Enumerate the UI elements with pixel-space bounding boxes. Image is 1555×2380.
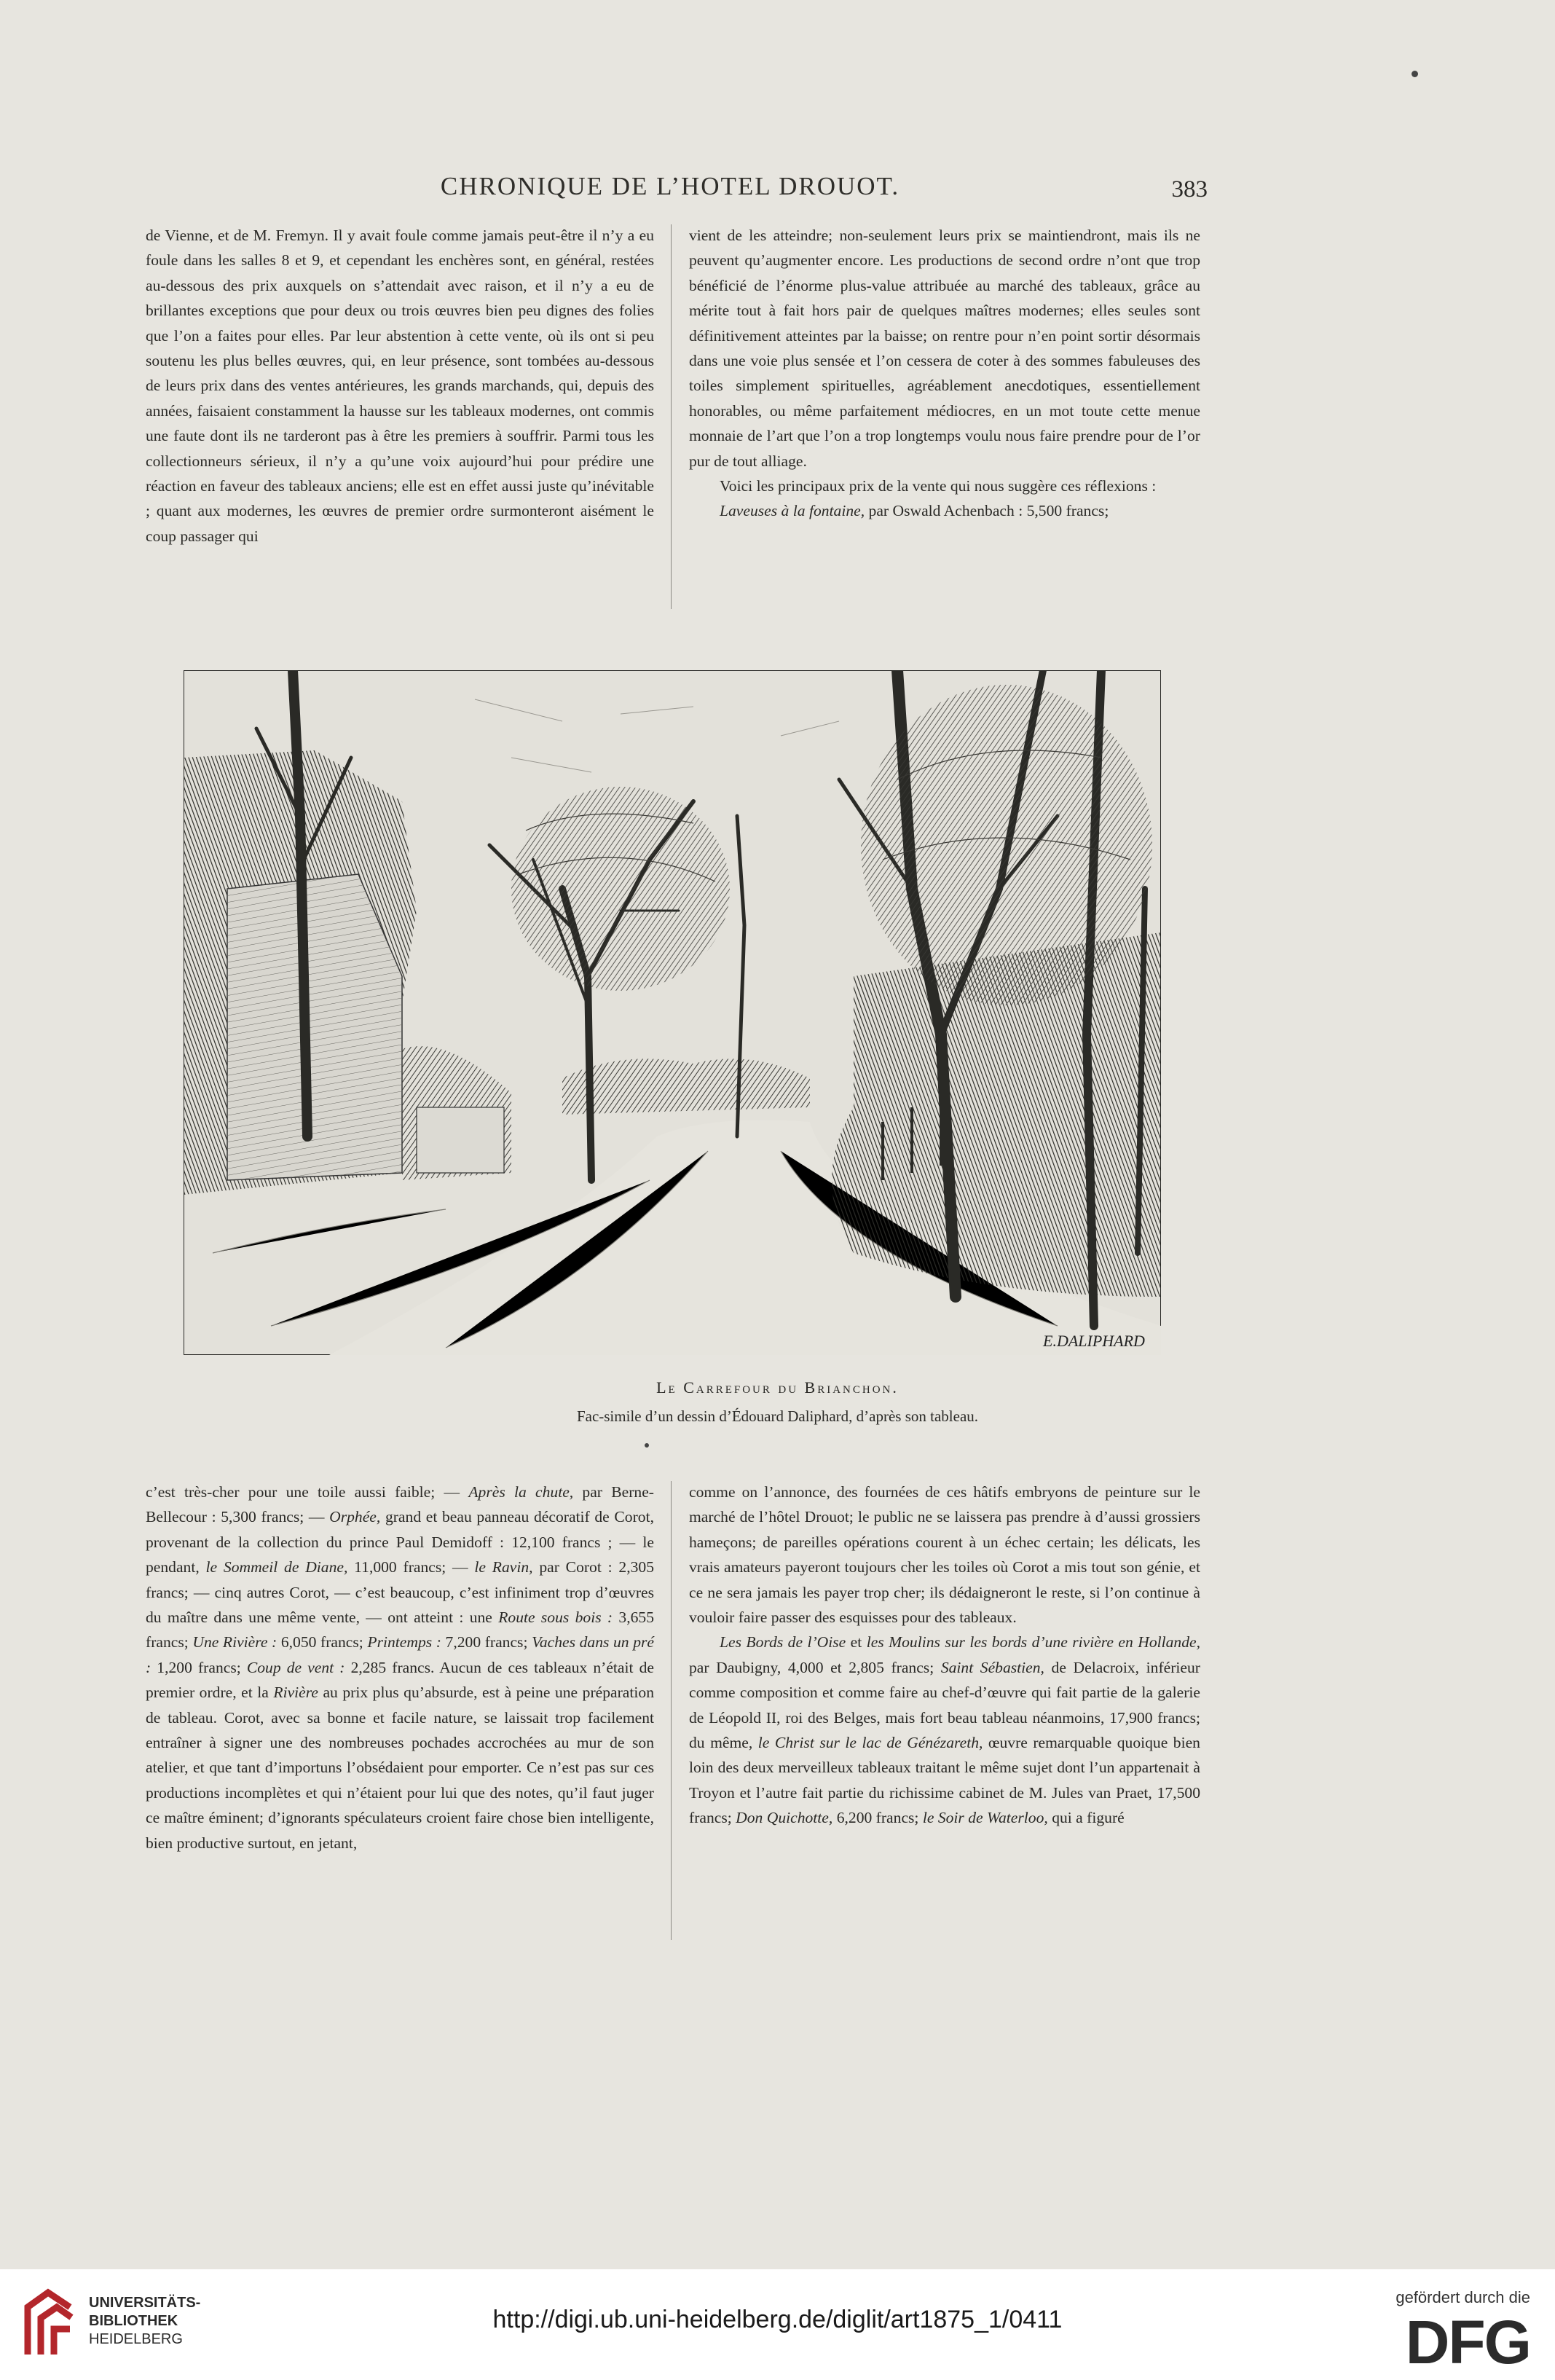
scan-speck [645,1443,649,1448]
artwork-title: Rivière [273,1684,318,1702]
text-run: par Daubigny, 4,000 et 2,805 francs; [689,1658,941,1676]
text-run: 6,050 francs; [277,1633,368,1652]
figure-caption-title: Le Carrefour du Brianchon. [656,1378,899,1397]
text-run: au prix plus qu’absurde, est à peine une préparation de tableau. Corot, avec sa bonne et facile nature, se laissait trop facilement entraîner à signer une des nombreuses pochades accrochées au mur de son atelier, et que tant d’importuns l’obsédaient pour emporter. Ce n’est pas sur ces productions incomplètes et qui n’étaient pour lui que des notes, qu’il faut juger ce maître éminent; d’ignorants spéculateurs croient faire chose bien intelligente, bien productive surtout, en jetant, [146,1684,654,1852]
text-column-top-right [689,223,1200,524]
column-rule-top [671,224,672,609]
text-run: 11,000 francs; — [347,1558,475,1576]
library-name-line: UNIVERSITÄTS- [89,2295,201,2311]
engraving-illustration [184,670,1161,1355]
engraving-drawing [184,670,1161,1355]
text-run: œuvre remarquable quoique bien loin des deux merveilleux tableaux traitant le même sujet dont l’un appartenait à Troyon et l’autre fait partie du richissime cabinet de M. Jules van Praet, 17,500 francs; [689,1734,1200,1827]
paragraph [146,1480,654,1855]
dfg-logo: DFG [1405,2308,1530,2376]
artwork-title: Les Bords de l’Oise [720,1633,846,1652]
paragraph [689,1630,1200,1830]
text-run: 1,200 francs; [151,1658,247,1676]
paragraph: vient de les atteindre; non-seulement leurs prix se maintiendront, mais ils ne peuvent qu’augmenter encore. Les productions de second ordre n’ont que trop bénéficié de l’énorme plus-value attribuée au marché des tableaux, grâce au mérite tout à fait hors pair de quelques maîtres modernes; elles seules sont définitivement atteintes par la baisse; on rentre pour n’en point sortir désormais dans une voie plus sensée et l’on cessera de coter à des sommes fabuleuses des toiles simplement spirituelles, agréablement anecdotiques, essentiellement honorables, ou même parfaitement médiocres, en un mot toute cette menue monnaie de l’art que l’on a trop longtemps voulu nous faire prendre pour de l’or pur de tout alliage. [689,227,1200,470]
text-column-bottom-right [689,1480,1200,1831]
artwork-title: Don Quichotte, [736,1809,833,1827]
artwork-title: le Sommeil de Diane, [205,1558,348,1576]
paragraph: de Vienne, et de M. Fremyn. Il y avait foule comme jamais peut-être il n’y a eu foule dans les salles 8 et 9, et cependant les enchères sont, en général, restées au-dessous des prix auxquels on s’attendait avec raison, et il n’y a eu de brillantes exceptions que pour deux ou trois œuvres bien peu dignes des folies que l’on a faites pour elles. Par leur abstention à cette vente, où ils ont si peu soutenu les plus belles œuvres, qui, en leur présence, sont tombées au-dessous de leurs prix dans des ventes antérieures, les grands marchands, qui, depuis des années, faisaient constamment la hausse sur les tableaux modernes, ont commis une faute dont ils ne tarderont pas à être les premiers à souffrir. Parmi tous les collectionneurs sérieux, il n’y a qu’une voix aujourd’hui pour prédire une réaction en faveur des tableaux anciens; elle est en effet aussi juste qu’inévitable ; quant aux modernes, les œuvres de premier ordre surmonteront aisément le coup passager qui [146,227,654,545]
artwork-title: le Ravin, [474,1558,533,1576]
text-run: 3,655 francs; [146,1609,655,1652]
paragraph: comme on l’annonce, des fournées de ces hâtifs embryons de peinture sur le marché de l’hôtel Drouot; le public ne se laissera pas prendre à d’aussi grossiers hameçons; de pareilles opérations courent à un échec certain; les délicats, les vrais amateurs payeront toujours cher les toiles où Corot a mis tout son génie, et ce ne sera jamais les payer trop cher; ils dédaigneront le reste, si l’on continue à vouloir faire passer des esquisses pour des tableaux. [689,1483,1200,1627]
text-run: qui a figuré [1047,1809,1125,1827]
text-run: par Corot : 2,305 francs; — cinq autres Corot, — c’est beaucoup, c’est infiniment trop d’œuvres du maître dans une même vente, — ont atteint : une [146,1558,654,1627]
page-number: 383 [1171,176,1208,203]
column-rule-bottom [671,1481,672,1940]
text-run: de Delacroix, inférieur comme composition et comme faire au chef-d’œuvre qui fait partie de la galerie de Léopold II, roi des Belges, mais fort beau tableau néanmoins, 17,900 francs; du même, [689,1658,1200,1752]
artwork-title: Laveuses à la fontaine, [720,502,865,520]
text-run: et [846,1633,867,1652]
scan-speck [1412,71,1418,77]
digitization-footer [0,2269,1555,2380]
text-column-top-left [146,223,654,549]
artwork-title: Orphée, [329,1508,381,1526]
artwork-title: Après la chute, [468,1483,574,1501]
artist-signature: E.DALIPHARD [1043,1332,1145,1350]
permalink-url[interactable]: http://digi.ub.uni-heidelberg.de/diglit/art1875_1/0411 [492,2306,1063,2333]
paragraph [689,498,1200,523]
artwork-title: Coup de vent : [246,1658,345,1676]
text-run: 6,200 francs; [832,1809,923,1827]
text-run: 7,200 francs; [441,1633,532,1652]
page-header [138,172,1208,216]
figure-caption-subtitle: Fac-simile d’un dessin d’Édouard Daliphard, d’après son tableau. [576,1407,979,1425]
artwork-title: le Soir de Waterloo, [922,1809,1048,1827]
text-run: 2,285 francs. Aucun de ces tableaux n’était de premier ordre, et la [146,1658,654,1702]
text-run: c’est très-cher pour une toile aussi faible; — [146,1483,469,1501]
artwork-title: le Christ sur le lac de Génézareth, [757,1734,983,1752]
library-name-line: HEIDELBERG [89,2331,183,2347]
text-run: grand et beau panneau décoratif de Corot, provenant de la collection du prince Paul Demidoff : 12,100 francs ; — le pendant, [146,1508,654,1576]
artwork-title: Saint Sébastien, [940,1658,1044,1676]
artwork-title: les Moulins sur les bords d’une rivière en Hollande, [866,1633,1200,1652]
funding-label: gefördert durch die [1395,2288,1530,2306]
text-column-bottom-left [146,1480,654,1855]
paragraph: Voici les principaux prix de la vente qui nous suggère ces réflexions : [720,477,1157,495]
text-run: par Berne-Bellecour : 5,300 francs; — [146,1483,654,1526]
text-run: par Oswald Achenbach : 5,500 francs; [865,502,1109,520]
artwork-title: Printemps : [367,1633,441,1652]
library-name-line: BIBLIOTHEK [89,2313,178,2329]
artwork-title: Vaches dans un pré : [146,1633,654,1676]
running-title: CHRONIQUE DE L’HOTEL DROUOT. [440,172,900,200]
artwork-title: Une Rivière : [192,1633,277,1652]
artwork-title: Route sous bois : [498,1609,613,1627]
